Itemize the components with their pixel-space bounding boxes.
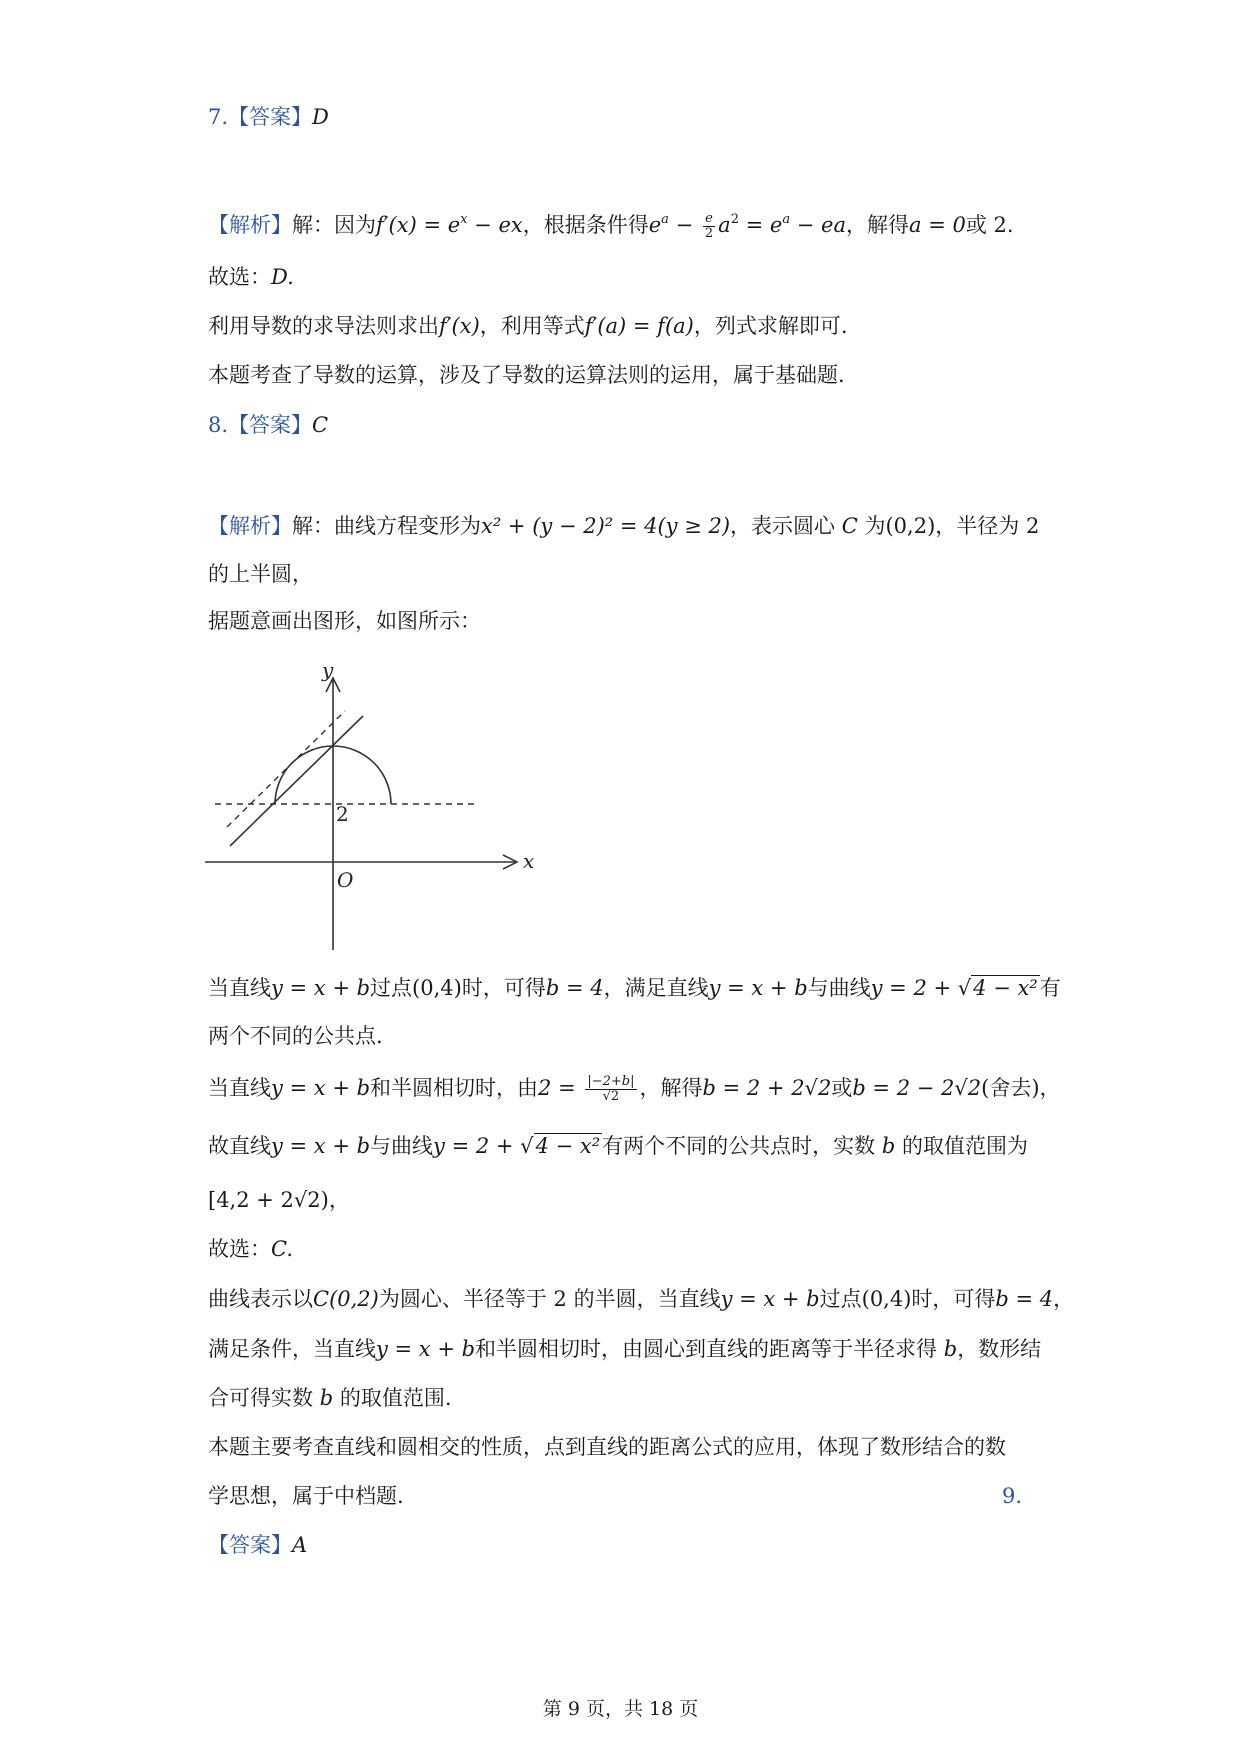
q7-answer: 7.【答案】D xyxy=(208,105,329,129)
q8-line-10: 曲线表示以C(0,2)为圆心、半径等于 2 的半圆，当直线y = x + b过点(0,4)时，可得b = 4， xyxy=(208,1287,1075,1311)
q8-jiexi-line-1: 【解析】解：曲线方程变形为x² + (y − 2)² = 4(y ≥ 2)，表示圆心 C 为(0,2)，半径为 2 xyxy=(208,514,1040,538)
q7-line-4: 本题考查了导数的运算，涉及了导数的运算法则的运用，属于基础题. xyxy=(208,363,845,387)
q9-number: 9. xyxy=(1002,1484,1023,1508)
q8-answer: 8.【答案】C xyxy=(208,413,329,437)
q8-line-14: 学思想，属于中档题. xyxy=(208,1484,404,1508)
q8-line-2: 的上半圆， xyxy=(208,562,313,586)
q8-line-13: 本题主要考查直线和圆相交的性质，点到直线的距离公式的应用，体现了数形结合的数 xyxy=(208,1435,1006,1459)
q8-line-4: 当直线y = x + b过点(0,4)时，可得b = 4，满足直线y = x + b与曲线y = 2 + √4 − x²有 xyxy=(208,976,1061,1000)
semicircle-figure xyxy=(205,650,545,950)
q8-line-3: 据题意画出图形，如图所示： xyxy=(208,609,481,633)
q7-guxuan: 故选：D. xyxy=(208,265,294,289)
fraction: $\frac{e}{2}$ xyxy=(704,211,714,241)
q8-line-7: 故直线y = x + b与曲线y = 2 + √4 − x²有两个不同的公共点时，实数 b 的取值范围为 xyxy=(208,1134,1028,1158)
q9-answer: 【答案】A xyxy=(208,1533,308,1557)
jiexi-tag: 【解析】 xyxy=(208,213,292,237)
line-through-0-4 xyxy=(230,716,363,846)
q7-line-3: 利用导数的求导法则求出f′(x)，利用等式f′(a) = f(a)，列式求解即可. xyxy=(208,314,848,338)
tangent-line-dashed xyxy=(227,711,345,827)
origin-label: O xyxy=(337,868,354,892)
q8-line-12: 合可得实数 b 的取值范围. xyxy=(208,1386,452,1410)
y-axis-label: y xyxy=(322,658,334,682)
jiexi-tag: 【解析】 xyxy=(208,514,292,538)
tick-label-2: 2 xyxy=(336,802,349,826)
page-footer: 第 9 页，共 18 页 xyxy=(542,1698,699,1720)
q8-guxuan: 故选：C. xyxy=(208,1237,293,1261)
x-axis-label: x xyxy=(523,849,535,873)
q8-line-11: 满足条件，当直线y = x + b和半圆相切时，由圆心到直线的距离等于半径求得 b，数形结 xyxy=(208,1337,1042,1361)
q8-line-5: 两个不同的公共点. xyxy=(208,1024,383,1048)
q7-jiexi-line-1: 【解析】解：因为$f'(x) = e^x$ − ex，根据条件得$e^a$ − $\frac{e}{2}$ $a^2 = e^a$ − ea，解得a = 0或 2. xyxy=(208,211,1014,241)
q8-line-6: 当直线y = x + b和半圆相切时，由2 = $\frac{|-2+b|}{√2}$ ，解得b = 2 + 2√2或b = 2 − 2√2(舍去)， xyxy=(208,1074,1061,1104)
q8-line-8: [4,2 + 2√2)， xyxy=(208,1188,350,1212)
fraction: $\frac{|-2+b|}{√2}$ xyxy=(587,1074,635,1104)
